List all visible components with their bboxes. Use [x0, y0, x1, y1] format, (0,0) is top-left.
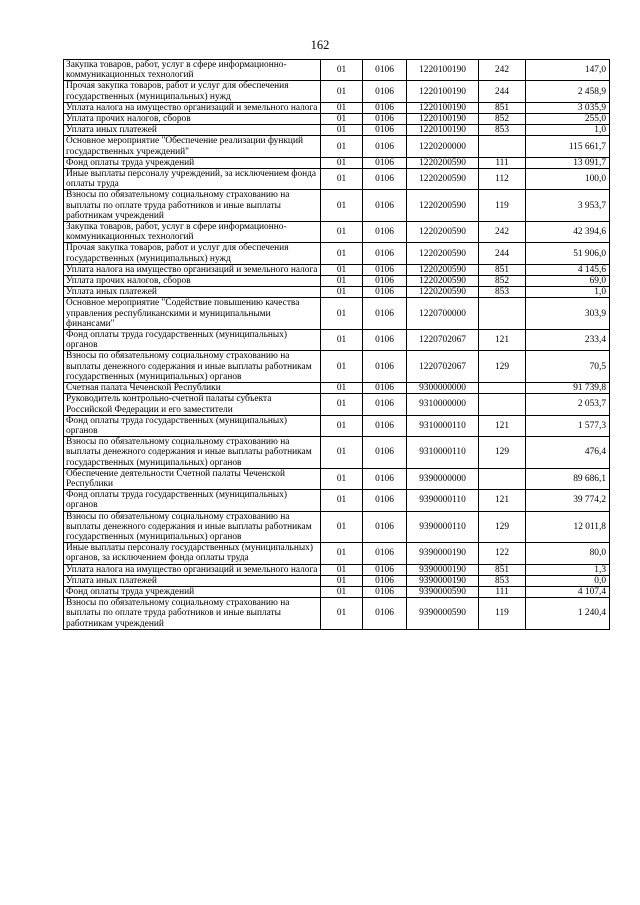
- target-article-code: 1220702067: [407, 351, 479, 383]
- expense-name: Уплата иных платежей: [64, 125, 321, 136]
- section-code: 0106: [363, 415, 407, 436]
- table-row: [64, 543, 610, 564]
- section-code: 0106: [363, 114, 407, 125]
- amount: 3 035,9: [526, 102, 610, 113]
- amount: 1 577,3: [526, 415, 610, 436]
- target-article-code: 1220200590: [407, 276, 479, 287]
- expense-kind-code: 242: [479, 222, 526, 243]
- expense-kind-code: 851: [479, 264, 526, 275]
- expense-kind-code: 129: [479, 437, 526, 469]
- table-row: [64, 437, 610, 469]
- budget-table-body: [64, 60, 610, 630]
- target-article-code: 1220200590: [407, 190, 479, 222]
- amount: 89 686,1: [526, 468, 610, 489]
- ministry-code: 01: [321, 351, 363, 383]
- ministry-code: 01: [321, 157, 363, 168]
- table-row: [64, 125, 610, 136]
- section-code: 0106: [363, 511, 407, 543]
- expense-kind-code: 853: [479, 287, 526, 298]
- expense-name: Фонд оплаты труда государственных (муниципальных) органов: [64, 490, 321, 511]
- ministry-code: 01: [321, 60, 363, 81]
- amount: 69,0: [526, 276, 610, 287]
- expense-name: Взносы по обязательному социальному страхованию на выплаты денежного содержания и иные выплаты работникам государственных (муниципальных) органов: [64, 351, 321, 383]
- table-row: [64, 243, 610, 264]
- expense-kind-code: [479, 394, 526, 415]
- budget-table: [63, 59, 610, 630]
- expense-kind-code: 121: [479, 490, 526, 511]
- expense-kind-code: 129: [479, 511, 526, 543]
- amount: 4 107,4: [526, 586, 610, 597]
- expense-name: Уплата прочих налогов, сборов: [64, 276, 321, 287]
- expense-name: Уплата налога на имущество организаций и земельного налога: [64, 564, 321, 575]
- ministry-code: 01: [321, 490, 363, 511]
- table-row: [64, 190, 610, 222]
- section-code: 0106: [363, 287, 407, 298]
- amount: 91 739,8: [526, 383, 610, 394]
- section-code: 0106: [363, 81, 407, 102]
- expense-kind-code: 122: [479, 543, 526, 564]
- expense-name: Взносы по обязательному социальному страхованию на выплаты по оплате труда работников и иные выплаты работникам учреждений: [64, 598, 321, 630]
- section-code: 0106: [363, 125, 407, 136]
- target-article-code: 9390000190: [407, 575, 479, 586]
- table-row: [64, 598, 610, 630]
- expense-name: Иные выплаты персоналу учреждений, за исключением фонда оплаты труда: [64, 169, 321, 190]
- expense-kind-code: 129: [479, 351, 526, 383]
- expense-name: Взносы по обязательному социальному страхованию на выплаты денежного содержания и иные выплаты работникам государственных (муниципальных) органов: [64, 511, 321, 543]
- expense-name: Основное мероприятие "Содействие повышению качества управления республиканскими и муниципальными финансами": [64, 298, 321, 330]
- target-article-code: 1220200000: [407, 136, 479, 157]
- amount: 100,0: [526, 169, 610, 190]
- table-row: [64, 136, 610, 157]
- amount: 13 091,7: [526, 157, 610, 168]
- ministry-code: 01: [321, 287, 363, 298]
- target-article-code: 1220200590: [407, 222, 479, 243]
- section-code: 0106: [363, 490, 407, 511]
- section-code: 0106: [363, 169, 407, 190]
- target-article-code: 1220100190: [407, 81, 479, 102]
- target-article-code: 1220100190: [407, 114, 479, 125]
- target-article-code: 9310000000: [407, 394, 479, 415]
- expense-name: Основное мероприятие "Обеспечение реализации функций государственных учреждений": [64, 136, 321, 157]
- table-row: [64, 586, 610, 597]
- target-article-code: 9390000590: [407, 598, 479, 630]
- section-code: 0106: [363, 190, 407, 222]
- section-code: 0106: [363, 351, 407, 383]
- amount: 1,0: [526, 125, 610, 136]
- ministry-code: 01: [321, 511, 363, 543]
- section-code: 0106: [363, 243, 407, 264]
- expense-kind-code: 242: [479, 60, 526, 81]
- expense-name: Фонд оплаты труда учреждений: [64, 157, 321, 168]
- target-article-code: 1220200590: [407, 169, 479, 190]
- section-code: 0106: [363, 298, 407, 330]
- expense-name: Обеспечение деятельности Счетной палаты Чеченской Республики: [64, 468, 321, 489]
- target-article-code: 1220100190: [407, 102, 479, 113]
- expense-name: Уплата прочих налогов, сборов: [64, 114, 321, 125]
- amount: 4 145,6: [526, 264, 610, 275]
- target-article-code: 1220200590: [407, 264, 479, 275]
- expense-kind-code: [479, 383, 526, 394]
- expense-kind-code: 121: [479, 415, 526, 436]
- section-code: 0106: [363, 276, 407, 287]
- section-code: 0106: [363, 264, 407, 275]
- expense-kind-code: 852: [479, 114, 526, 125]
- amount: 147,0: [526, 60, 610, 81]
- target-article-code: 9390000110: [407, 490, 479, 511]
- expense-name: Прочая закупка товаров, работ и услуг для обеспечения государственных (муниципальных) нужд: [64, 81, 321, 102]
- expense-kind-code: 119: [479, 190, 526, 222]
- amount: 39 774,2: [526, 490, 610, 511]
- table-row: [64, 490, 610, 511]
- expense-kind-code: 111: [479, 586, 526, 597]
- amount: 255,0: [526, 114, 610, 125]
- ministry-code: 01: [321, 81, 363, 102]
- amount: 70,5: [526, 351, 610, 383]
- target-article-code: 1220200590: [407, 157, 479, 168]
- expense-name: Руководитель контрольно-счетной палаты субъекта Российской Федерации и его заместители: [64, 394, 321, 415]
- expense-name: Закупка товаров, работ, услуг в сфере информационно-коммуникационных технологий: [64, 60, 321, 81]
- expense-kind-code: [479, 298, 526, 330]
- target-article-code: 1220700000: [407, 298, 479, 330]
- amount: 303,9: [526, 298, 610, 330]
- table-row: [64, 383, 610, 394]
- ministry-code: 01: [321, 598, 363, 630]
- ministry-code: 01: [321, 114, 363, 125]
- amount: 0,0: [526, 575, 610, 586]
- amount: 12 011,8: [526, 511, 610, 543]
- expense-kind-code: 244: [479, 243, 526, 264]
- expense-name: Прочая закупка товаров, работ и услуг для обеспечения государственных (муниципальных) нужд: [64, 243, 321, 264]
- section-code: 0106: [363, 543, 407, 564]
- amount: 2 458,9: [526, 81, 610, 102]
- ministry-code: 01: [321, 102, 363, 113]
- ministry-code: 01: [321, 586, 363, 597]
- section-code: 0106: [363, 102, 407, 113]
- table-row: [64, 102, 610, 113]
- section-code: 0106: [363, 468, 407, 489]
- amount: 1,0: [526, 287, 610, 298]
- ministry-code: 01: [321, 298, 363, 330]
- ministry-code: 01: [321, 437, 363, 469]
- amount: 1 240,4: [526, 598, 610, 630]
- expense-name: Закупка товаров, работ, услуг в сфере информационно-коммуникационных технологий: [64, 222, 321, 243]
- table-row: [64, 564, 610, 575]
- expense-name: Взносы по обязательному социальному страхованию на выплаты денежного содержания и иные выплаты работникам государственных (муниципальных) органов: [64, 437, 321, 469]
- target-article-code: 1220200590: [407, 287, 479, 298]
- target-article-code: 9310000110: [407, 437, 479, 469]
- section-code: 0106: [363, 586, 407, 597]
- ministry-code: 01: [321, 243, 363, 264]
- page-number: 162: [310, 38, 330, 52]
- expense-name: Взносы по обязательному социальному страхованию на выплаты по оплате труда работников и иные выплаты работникам учреждений: [64, 190, 321, 222]
- ministry-code: 01: [321, 394, 363, 415]
- target-article-code: 9390000190: [407, 543, 479, 564]
- ministry-code: 01: [321, 383, 363, 394]
- expense-kind-code: 851: [479, 564, 526, 575]
- expense-name: Фонд оплаты труда учреждений: [64, 586, 321, 597]
- table-row: [64, 169, 610, 190]
- target-article-code: 1220702067: [407, 330, 479, 351]
- target-article-code: 9390000110: [407, 511, 479, 543]
- section-code: 0106: [363, 60, 407, 81]
- expense-name: Уплата налога на имущество организаций и земельного налога: [64, 102, 321, 113]
- ministry-code: 01: [321, 564, 363, 575]
- expense-kind-code: 111: [479, 157, 526, 168]
- target-article-code: 1220100190: [407, 125, 479, 136]
- amount: 42 394,6: [526, 222, 610, 243]
- amount: 51 906,0: [526, 243, 610, 264]
- ministry-code: 01: [321, 125, 363, 136]
- expense-kind-code: 853: [479, 125, 526, 136]
- expense-name: Счетная палата Чеченской Республики: [64, 383, 321, 394]
- expense-kind-code: 112: [479, 169, 526, 190]
- table-row: [64, 60, 610, 81]
- table-row: [64, 276, 610, 287]
- table-row: [64, 468, 610, 489]
- expense-kind-code: 852: [479, 276, 526, 287]
- target-article-code: 1220200590: [407, 243, 479, 264]
- target-article-code: 9390000590: [407, 586, 479, 597]
- amount: 3 953,7: [526, 190, 610, 222]
- expense-name: Фонд оплаты труда государственных (муниципальных) органов: [64, 415, 321, 436]
- expense-name: Фонд оплаты труда государственных (муниципальных) органов: [64, 330, 321, 351]
- expense-kind-code: 121: [479, 330, 526, 351]
- ministry-code: 01: [321, 264, 363, 275]
- ministry-code: 01: [321, 543, 363, 564]
- table-row: [64, 287, 610, 298]
- table-row: [64, 415, 610, 436]
- section-code: 0106: [363, 330, 407, 351]
- section-code: 0106: [363, 157, 407, 168]
- amount: 115 661,7: [526, 136, 610, 157]
- expense-name: Уплата иных платежей: [64, 575, 321, 586]
- expense-kind-code: [479, 136, 526, 157]
- target-article-code: 9310000110: [407, 415, 479, 436]
- ministry-code: 01: [321, 330, 363, 351]
- section-code: 0106: [363, 394, 407, 415]
- ministry-code: 01: [321, 468, 363, 489]
- ministry-code: 01: [321, 190, 363, 222]
- table-row: [64, 81, 610, 102]
- table-row: [64, 264, 610, 275]
- amount: 476,4: [526, 437, 610, 469]
- expense-name: Иные выплаты персоналу государственных (муниципальных) органов, за исключением фонда оплаты труда: [64, 543, 321, 564]
- target-article-code: 9390000000: [407, 468, 479, 489]
- section-code: 0106: [363, 598, 407, 630]
- expense-kind-code: 119: [479, 598, 526, 630]
- ministry-code: 01: [321, 575, 363, 586]
- section-code: 0106: [363, 383, 407, 394]
- expense-name: Уплата иных платежей: [64, 287, 321, 298]
- expense-kind-code: 853: [479, 575, 526, 586]
- section-code: 0106: [363, 437, 407, 469]
- target-article-code: 9390000190: [407, 564, 479, 575]
- table-row: [64, 157, 610, 168]
- ministry-code: 01: [321, 136, 363, 157]
- table-row: [64, 298, 610, 330]
- section-code: 0106: [363, 136, 407, 157]
- ministry-code: 01: [321, 222, 363, 243]
- ministry-code: 01: [321, 169, 363, 190]
- amount: 80,0: [526, 543, 610, 564]
- expense-name: Уплата налога на имущество организаций и земельного налога: [64, 264, 321, 275]
- table-row: [64, 575, 610, 586]
- ministry-code: 01: [321, 415, 363, 436]
- expense-kind-code: [479, 468, 526, 489]
- expense-kind-code: 244: [479, 81, 526, 102]
- amount: 1,3: [526, 564, 610, 575]
- section-code: 0106: [363, 222, 407, 243]
- ministry-code: 01: [321, 276, 363, 287]
- amount: 233,4: [526, 330, 610, 351]
- table-row: [64, 114, 610, 125]
- table-row: [64, 222, 610, 243]
- section-code: 0106: [363, 575, 407, 586]
- target-article-code: 1220100190: [407, 60, 479, 81]
- table-row: [64, 511, 610, 543]
- section-code: 0106: [363, 564, 407, 575]
- table-row: [64, 351, 610, 383]
- expense-kind-code: 851: [479, 102, 526, 113]
- amount: 2 053,7: [526, 394, 610, 415]
- target-article-code: 9300000000: [407, 383, 479, 394]
- table-row: [64, 394, 610, 415]
- table-row: [64, 330, 610, 351]
